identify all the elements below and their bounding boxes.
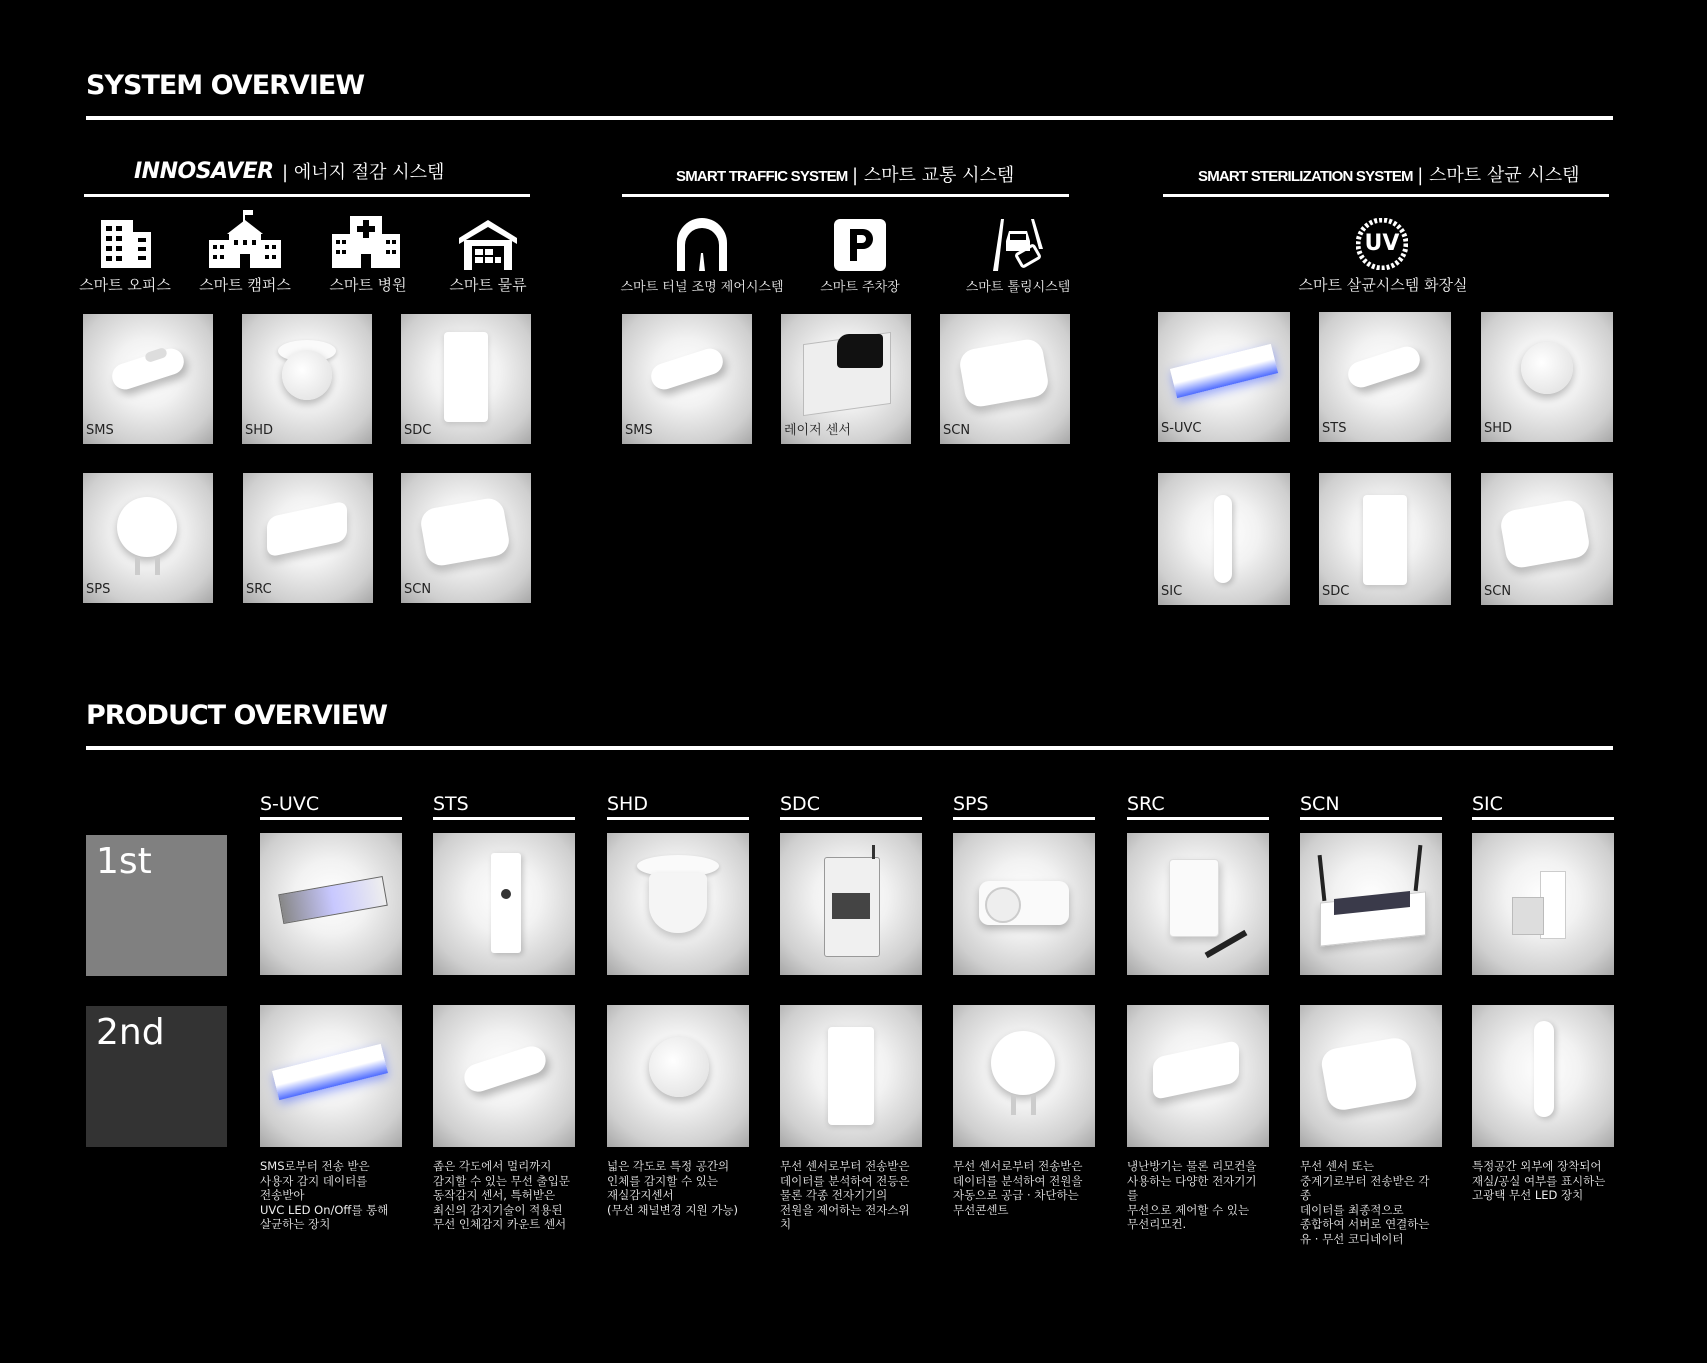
group-subtitle: | 스마트 교통 시스템 bbox=[851, 165, 1015, 186]
product-label: SHD bbox=[245, 423, 274, 438]
product-label: SCN bbox=[943, 423, 971, 438]
gen1-tile-sdc bbox=[780, 833, 922, 975]
product-label: SDC bbox=[404, 423, 432, 438]
category-label-office: 스마트 오피스 bbox=[79, 276, 171, 294]
sts-device bbox=[1345, 343, 1423, 391]
parking-icon bbox=[834, 219, 886, 271]
shd-dome bbox=[1521, 342, 1573, 394]
column-head-sic: SIC bbox=[1472, 793, 1503, 815]
gen2-tile-s-uvc bbox=[260, 1005, 402, 1147]
src-device bbox=[267, 500, 347, 557]
traffic-heading bbox=[676, 161, 1014, 187]
sps-v1-socket bbox=[985, 887, 1021, 923]
laser-sensor-lens bbox=[837, 334, 883, 368]
innosaver-logo: INNOSAVER bbox=[134, 159, 274, 184]
category-label-campus: 스마트 캠퍼스 bbox=[199, 276, 291, 294]
category-label-tolling: 스마트 톨링시스템 bbox=[965, 280, 1071, 295]
sps-v2-pin bbox=[1031, 1095, 1036, 1115]
gen2-tile-sts bbox=[433, 1005, 575, 1147]
description-sdc: 무선 센서로부터 전송받은 데이터를 분석하여 전등은 물론 각종 전자기기의 전원을 제어하는 전자스위치 bbox=[780, 1159, 910, 1231]
gen2-tile-sps bbox=[953, 1005, 1095, 1147]
product-tile-s-uvc bbox=[1158, 312, 1290, 442]
column-rule bbox=[1300, 817, 1442, 820]
gen2-tile-shd bbox=[607, 1005, 749, 1147]
gen1-tile-sic bbox=[1472, 833, 1614, 975]
description-shd: 넓은 각도로 특정 공간의 인체를 감지할 수 있는 재실감지센서 (무선 채널변경 지원 가능) bbox=[607, 1159, 739, 1217]
gen1-tile-sps bbox=[953, 833, 1095, 975]
sdc-v1-antenna bbox=[872, 845, 875, 859]
gen2-tile-sdc bbox=[780, 1005, 922, 1147]
product-tile-scn bbox=[401, 473, 531, 603]
product-tile-sic bbox=[1158, 473, 1290, 605]
group-subtitle: | 에너지 절감 시스템 bbox=[282, 162, 445, 183]
scn-v2-device bbox=[1319, 1036, 1418, 1113]
sms-device bbox=[648, 345, 726, 393]
column-rule bbox=[607, 817, 749, 820]
column-rule bbox=[1127, 817, 1269, 820]
product-tile-shd bbox=[1481, 312, 1613, 442]
sps-v2-pin bbox=[1011, 1095, 1016, 1115]
product-label: STS bbox=[1322, 421, 1347, 436]
sic-v2-device bbox=[1534, 1021, 1554, 1117]
sdc-device bbox=[444, 332, 488, 422]
category-label-hospital: 스마트 병원 bbox=[329, 276, 407, 294]
warehouse-icon bbox=[459, 220, 517, 270]
description-scn: 무선 센서 또는 중계기로부터 전송받은 각종 데이터를 최종적으로 종합하여 서버로 연결하는 유 · 무선 코디네이터 bbox=[1300, 1159, 1430, 1246]
description-src: 냉난방기는 물론 리모컨을 사용하는 다양한 전자기기를 무선으로 제어할 수 있는 무선리모컨. bbox=[1127, 1159, 1257, 1231]
gen1-tile-s-uvc bbox=[260, 833, 402, 975]
product-tile-scn bbox=[1481, 473, 1613, 605]
group-subtitle: | 스마트 살균 시스템 bbox=[1417, 165, 1580, 186]
product-tile-sms bbox=[622, 314, 752, 444]
product-label: SHD bbox=[1484, 421, 1513, 436]
gen2-tile-sic bbox=[1472, 1005, 1614, 1147]
column-rule bbox=[780, 817, 922, 820]
column-rule bbox=[260, 817, 402, 820]
product-overview-rule bbox=[86, 746, 1613, 750]
product-tile-scn bbox=[940, 314, 1070, 444]
sdc-v2-device bbox=[828, 1027, 874, 1125]
uv-sterilization-icon bbox=[1356, 218, 1408, 270]
group-rule bbox=[84, 194, 530, 197]
generation-2nd-box bbox=[86, 1006, 227, 1147]
sps-pin bbox=[135, 557, 140, 575]
gen1-tile-shd bbox=[607, 833, 749, 975]
gen2-tile-scn bbox=[1300, 1005, 1442, 1147]
description-s-uvc: SMS로부터 전송 받은 사용자 감지 데이터를 전송받아 UVC LED On/Off를 통해 살균하는 장치 bbox=[260, 1159, 389, 1231]
column-rule bbox=[433, 817, 575, 820]
column-head-sps: SPS bbox=[953, 793, 989, 815]
src-v1-device bbox=[1169, 859, 1219, 937]
scn-device bbox=[1499, 498, 1592, 570]
shd-v1-body bbox=[649, 873, 707, 933]
product-label: SMS bbox=[86, 423, 114, 438]
scn-device bbox=[958, 337, 1051, 409]
column-rule bbox=[953, 817, 1095, 820]
product-label: SPS bbox=[86, 582, 111, 597]
product-tile-src bbox=[243, 473, 373, 603]
group-brand: SMART STERILIZATION SYSTEM bbox=[1198, 168, 1413, 185]
shd-dome bbox=[282, 350, 332, 400]
sps-pin bbox=[155, 557, 160, 575]
innosaver-heading bbox=[134, 158, 444, 186]
product-tile-laser-sensor bbox=[781, 314, 911, 444]
sic-device bbox=[1214, 495, 1232, 583]
sts-v2-device bbox=[461, 1043, 550, 1096]
column-head-s-uvc: S-UVC bbox=[260, 793, 320, 815]
scn-device bbox=[419, 496, 512, 568]
sps-device bbox=[117, 497, 177, 557]
column-head-sts: STS bbox=[433, 793, 469, 815]
product-label: SIC bbox=[1161, 584, 1183, 599]
column-head-sdc: SDC bbox=[780, 793, 820, 815]
generation-label: 1st bbox=[96, 841, 152, 882]
column-head-src: SRC bbox=[1127, 793, 1165, 815]
s-uvc-v2-device bbox=[272, 1044, 388, 1100]
group-rule bbox=[1163, 194, 1609, 197]
shd-v2-dome bbox=[649, 1037, 709, 1097]
product-tile-sts bbox=[1319, 312, 1451, 442]
sic-v1-base bbox=[1512, 897, 1544, 935]
product-tile-sdc bbox=[1319, 473, 1451, 605]
generation-1st-box bbox=[86, 835, 227, 976]
column-head-scn: SCN bbox=[1300, 793, 1340, 815]
product-tile-sps bbox=[83, 473, 213, 603]
gen1-tile-src bbox=[1127, 833, 1269, 975]
gen2-tile-src bbox=[1127, 1005, 1269, 1147]
sts-v1-sensor bbox=[501, 889, 511, 899]
system-overview-title: SYSTEM OVERVIEW bbox=[86, 70, 365, 101]
product-label: SDC bbox=[1322, 584, 1350, 599]
description-sps: 무선 센서로부터 전송받은 데이터를 분석하여 전원을 자동으로 공급 · 차단하는 무선콘센트 bbox=[953, 1159, 1083, 1217]
uv-badge-text: UV bbox=[1364, 231, 1400, 256]
src-v2-device bbox=[1153, 1040, 1239, 1100]
sts-v1-device bbox=[491, 853, 521, 953]
campus-building-icon bbox=[207, 210, 283, 270]
office-building-icon bbox=[97, 212, 155, 270]
sdc-device bbox=[1363, 495, 1407, 585]
sterilization-heading bbox=[1198, 161, 1580, 187]
column-rule bbox=[1472, 817, 1614, 820]
tunnel-icon bbox=[675, 217, 729, 271]
scn-v1-antenna bbox=[1414, 845, 1423, 891]
s-uvc-v1-device bbox=[278, 876, 388, 924]
category-label-restroom: 스마트 살균시스템 화장실 bbox=[1298, 276, 1468, 294]
generation-label: 2nd bbox=[96, 1012, 165, 1053]
column-head-shd: SHD bbox=[607, 793, 648, 815]
product-label: SCN bbox=[1484, 584, 1512, 599]
gen1-tile-scn bbox=[1300, 833, 1442, 975]
category-label-logistics: 스마트 물류 bbox=[449, 276, 527, 294]
product-label: SRC bbox=[246, 582, 272, 597]
sdc-v1-panel bbox=[832, 893, 870, 919]
s-uvc-device bbox=[1170, 344, 1278, 398]
description-sic: 특정공간 외부에 장착되어 재실/공실 여부를 표시하는 고광택 무선 LED 장치 bbox=[1472, 1159, 1606, 1202]
hospital-icon bbox=[330, 212, 402, 270]
product-label: SCN bbox=[404, 582, 432, 597]
gen1-tile-sts bbox=[433, 833, 575, 975]
description-sts: 좁은 각도에서 멀리까지 감지할 수 있는 무선 출입문 동작감지 센서, 특허받은 최신의 감지기술이 적용된 무선 인체감지 카운트 센서 bbox=[433, 1159, 570, 1231]
tolling-icon bbox=[993, 219, 1043, 271]
sps-v2-device bbox=[991, 1031, 1055, 1095]
group-rule bbox=[622, 194, 1069, 197]
system-overview-rule bbox=[86, 116, 1613, 120]
category-label-tunnel: 스마트 터널 조명 제어시스템 bbox=[620, 280, 784, 295]
product-label: SMS bbox=[625, 423, 653, 438]
product-tile-sms bbox=[83, 314, 213, 444]
scn-v1-antenna bbox=[1318, 855, 1327, 901]
product-label: S-UVC bbox=[1161, 421, 1202, 436]
product-tile-shd bbox=[242, 314, 372, 444]
product-label: 레이저 센서 bbox=[784, 423, 851, 438]
product-overview-title: PRODUCT OVERVIEW bbox=[86, 700, 388, 731]
group-brand: SMART TRAFFIC SYSTEM bbox=[676, 168, 848, 185]
category-label-parking: 스마트 주차장 bbox=[820, 280, 900, 295]
product-tile-sdc bbox=[401, 314, 531, 444]
